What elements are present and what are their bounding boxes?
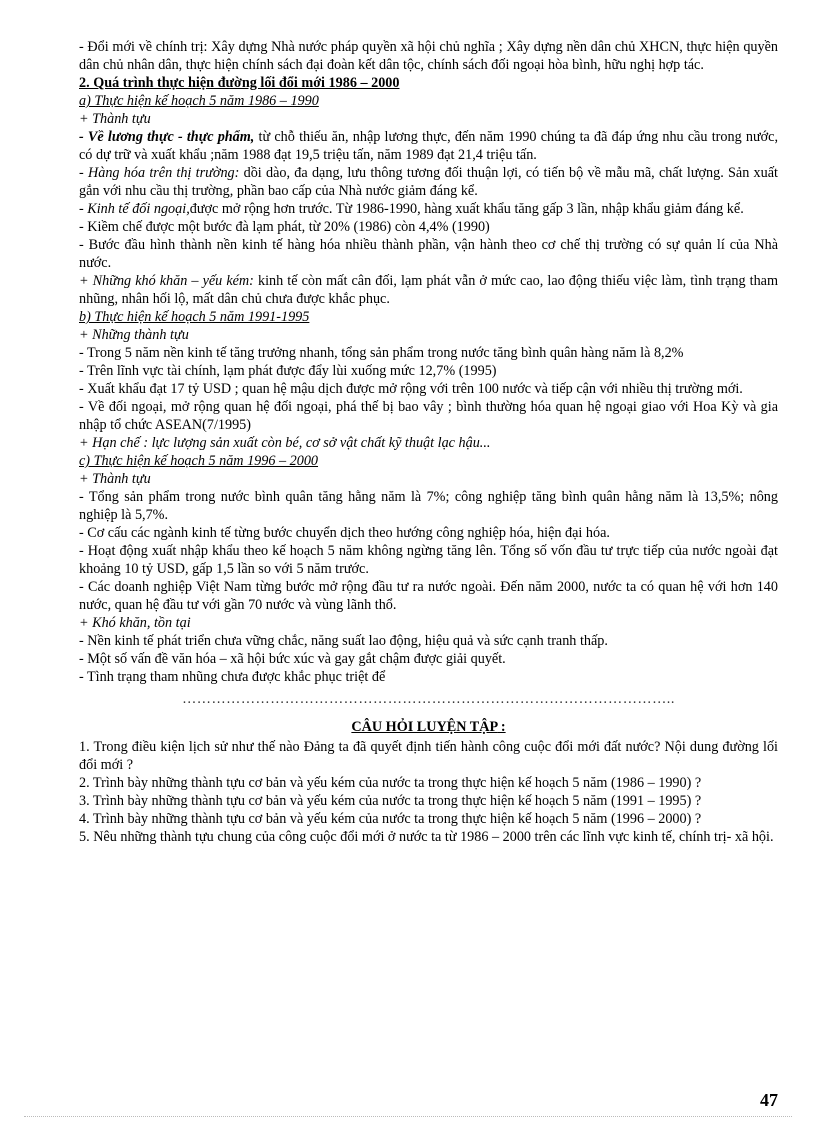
document-page bbox=[79, 38, 778, 846]
page-number: 47 bbox=[760, 1090, 778, 1110]
question-item: 4. Trình bày những thành tựu cơ bản và yếu kém của nước ta trong thực hiện kế hoạch 5 năm (1996 – 2000) ? bbox=[79, 811, 702, 827]
limits-text: : lực lượng sản xuất còn bé, cơ sở vật chất kỹ thuật lạc hậu... bbox=[139, 435, 491, 451]
list-item: - Trong 5 năm nền kinh tế tăng trưởng nhanh, tổng sản phẩm trong nước tăng bình quân hàng năm là 8,2% bbox=[79, 345, 684, 361]
list-item: - Nền kinh tế phát triển chưa vững chắc, năng suất lao động, hiệu quả và sức cạnh tranh thấp. bbox=[79, 633, 608, 649]
questions-title-text: CÂU HỎI LUYỆN TẬP bbox=[351, 719, 498, 735]
list-item: - Xuất khẩu đạt 17 tỷ USD ; quan hệ mậu dịch được mở rộng với trên 100 nước và tiếp cận với nhiều thị trường mới. bbox=[79, 381, 743, 397]
list-item: - Về đối ngoại, mở rộng quan hệ đối ngoại, phá thế bị bao vây ; bình thường hóa quan hệ ngoại giao với Hoa Kỳ và gia nhập tổ chức ASEAN(7/1995) bbox=[79, 399, 778, 433]
question-item: 3. Trình bày những thành tựu cơ bản và yếu kém của nước ta trong thực hiện kế hoạch 5 năm (1991 – 1995) ? bbox=[79, 793, 702, 809]
difficulties-text: kinh tế còn mất cân đối, lạm phát vẫn ở mức cao, lao động thiếu việc làm, tình trạng tham nhũng, nhân hối lộ, mất dân chủ chưa được khắc phục. bbox=[79, 273, 778, 307]
dotted-separator: ……………………………………………………………………………………….. bbox=[182, 691, 675, 707]
goods-paragraph bbox=[79, 164, 778, 200]
question-item: 1. Trong điều kiện lịch sử như thế nào Đảng ta đã quyết định tiến hành công cuộc đổi mới đất nước? Nội dung đường lối đổi mới ? bbox=[79, 739, 778, 773]
section-heading: 2. Quá trình thực hiện đường lối đổi mới 1986 – 2000 bbox=[79, 75, 400, 91]
subsection-a-title: a) Thực hiện kế hoạch 5 năm 1986 – 1990 bbox=[79, 93, 319, 109]
limits-paragraph bbox=[79, 434, 778, 452]
questions-title-suffix: : bbox=[497, 719, 506, 735]
inflation-paragraph: - Kiềm chế được một bước đà lạm phát, từ 20% (1986) còn 4,4% (1990) bbox=[79, 219, 490, 235]
food-label: - Về lương thực - thực phẩm, bbox=[79, 129, 255, 145]
list-item: - Tổng sản phẩm trong nước bình quân tăng hằng năm là 7%; công nghiệp tăng bình quân hằng năm là 13,5%; nông nghiệp là 5,7%. bbox=[79, 489, 778, 523]
list-item: - Cơ cấu các ngành kinh tế từng bước chuyển dịch theo hướng công nghiệp hóa, hiện đại hóa. bbox=[79, 525, 610, 541]
market-paragraph: - Bước đầu hình thành nền kinh tế hàng hóa nhiều thành phần, vận hành theo cơ chế thị trường có sự quản lí của Nhà nước. bbox=[79, 237, 778, 271]
difficulties-label: + Những khó khăn – yếu kém: bbox=[79, 273, 254, 289]
limits-label: + Hạn chế bbox=[79, 435, 140, 451]
subsection-b-achievements-title: + Những thành tựu bbox=[79, 327, 189, 343]
foreign-label: - Kinh tế đối ngoại, bbox=[79, 201, 190, 217]
question-item: 5. Nêu những thành tựu chung của công cuộc đổi mới ở nước ta từ 1986 – 2000 trên các lĩnh vực kinh tế, chính trị- xã hội. bbox=[79, 829, 774, 845]
question-item: 2. Trình bày những thành tựu cơ bản và yếu kém của nước ta trong thực hiện kế hoạch 5 năm (1986 – 1990) ? bbox=[79, 775, 702, 791]
subsection-b-title: b) Thực hiện kế hoạch 5 năm 1991-1995 bbox=[79, 309, 310, 325]
goods-label: - Hàng hóa trên thị trường: bbox=[79, 165, 240, 181]
food-paragraph bbox=[79, 128, 778, 164]
list-item: - Một số vấn đề văn hóa – xã hội bức xúc và gay gắt chậm được giải quyết. bbox=[79, 651, 506, 667]
footer-rule bbox=[24, 1116, 792, 1117]
goods-text: dồi dào, đa dạng, lưu thông tương đối thuận lợi, có tiến bộ về mẫu mã, chất lượng. Sản xuất gắn với nhu cầu thị trường, phần bao cấp của Nhà nước giảm đáng kể. bbox=[79, 165, 778, 199]
subsection-c-title: c) Thực hiện kế hoạch 5 năm 1996 – 2000 bbox=[79, 453, 319, 469]
food-text: từ chỗ thiếu ăn, nhập lương thực, đến năm 1990 chúng ta đã đáp ứng nhu cầu trong nước, có dự trữ và xuất khẩu ;năm 1988 đạt 19,5 triệu tấn, năm 1989 đạt 21,4 triệu tấn. bbox=[79, 129, 778, 163]
foreign-text: được mở rộng hơn trước. Từ 1986-1990, hàng xuất khẩu tăng gấp 3 lần, nhập khẩu giảm đáng kể. bbox=[189, 201, 744, 217]
list-item: - Trên lĩnh vực tài chính, lạm phát được đẩy lùi xuống mức 12,7% (1995) bbox=[79, 363, 497, 379]
difficulties-paragraph bbox=[79, 272, 778, 308]
intro-paragraph: - Đổi mới về chính trị: Xây dựng Nhà nước pháp quyền xã hội chủ nghĩa ; Xây dựng nền dân chủ XHCN, thực hiện quyền dân chủ nhân dân, thực hiện chính sách đại đoàn kết dân tộc, chính sách đối ngoại hòa bình, hữu nghị hợp tác. bbox=[79, 39, 778, 73]
questions-title bbox=[79, 718, 778, 736]
list-item: - Hoạt động xuất nhập khẩu theo kế hoạch 5 năm không ngừng tăng lên. Tổng số vốn đầu tư trực tiếp của nước ngoài đạt khoảng 10 tỷ USD, gấp 1,5 lần so với 5 năm trước. bbox=[79, 543, 778, 577]
list-item: - Tình trạng tham nhũng chưa được khắc phục triệt để bbox=[79, 669, 386, 685]
foreign-paragraph bbox=[79, 200, 778, 218]
subsection-a-achievements-title: + Thành tựu bbox=[79, 111, 151, 127]
subsection-c-achievements-title: + Thành tựu bbox=[79, 471, 151, 487]
subsection-c-difficulties-title: + Khó khăn, tồn tại bbox=[79, 615, 191, 631]
list-item: - Các doanh nghiệp Việt Nam từng bước mở rộng đầu tư ra nước ngoài. Đến năm 2000, nước ta có quan hệ với hơn 140 nước, quan hệ đầu tư với gần 70 nước và vùng lãnh thổ. bbox=[79, 579, 778, 613]
